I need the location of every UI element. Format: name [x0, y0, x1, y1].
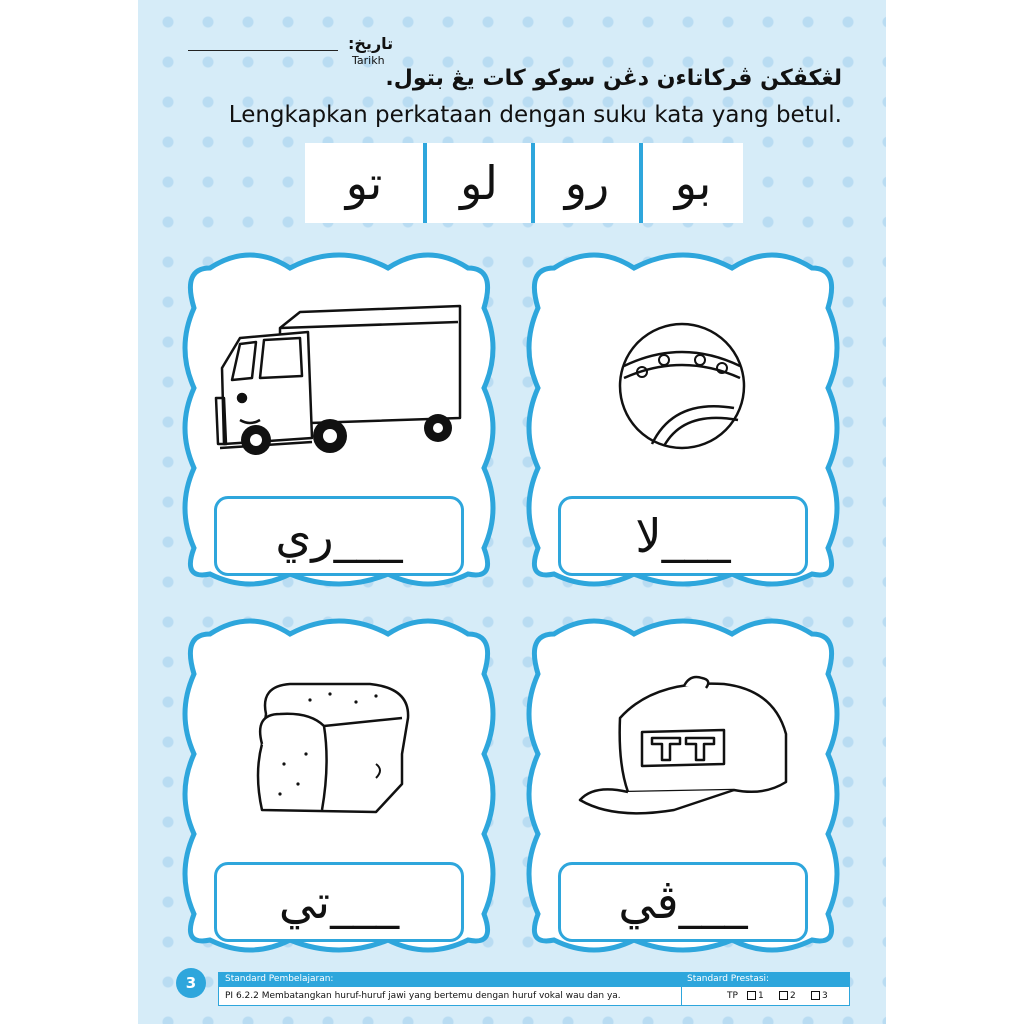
cap-icon — [524, 614, 842, 854]
syllable-tile[interactable]: لو — [427, 143, 531, 223]
answer-box[interactable]: ___ڤي — [558, 862, 808, 942]
page-number: 3 — [176, 968, 206, 998]
word-card-cap — [524, 614, 842, 954]
standard-prestasi-label: Standard Prestasi: — [687, 974, 770, 984]
table-divider — [681, 973, 682, 1005]
answer-box[interactable]: ___تي — [214, 862, 464, 942]
ball-icon — [524, 248, 842, 488]
answer-box[interactable]: ___لا — [558, 496, 808, 576]
worksheet-page — [138, 0, 886, 1024]
syllable-tile[interactable]: تو — [305, 143, 423, 223]
tp-level-label: 1 — [758, 991, 764, 1001]
tp-checkbox-3[interactable] — [811, 991, 820, 1000]
standards-table — [218, 972, 850, 1006]
syllable-tile[interactable]: بو — [643, 143, 743, 223]
tp-checkbox-2[interactable] — [779, 991, 788, 1000]
standard-description: PI 6.2.2 Membatangkan huruf-huruf jawi yang bertemu dengan huruf vokal wau dan ya. — [225, 991, 621, 1001]
tp-level-label: 3 — [822, 991, 828, 1001]
tp-label: TP — [727, 991, 738, 1001]
standard-pembelajaran-label: Standard Pembelajaran: — [225, 974, 334, 984]
bread-icon — [180, 614, 498, 854]
tp-checkbox-1[interactable] — [747, 991, 756, 1000]
lorry-icon — [180, 248, 498, 488]
date-label-jawi: تاريخ: — [348, 34, 394, 53]
answer-box[interactable]: ___ري — [214, 496, 464, 576]
word-card-ball — [524, 248, 842, 588]
syllable-bank — [305, 143, 743, 223]
date-input-line[interactable] — [188, 50, 338, 51]
instruction-jawi: لڠکڤکن ڤرکاتاءن دڠن سوکو کات يڠ بتول. — [385, 66, 842, 91]
instruction-rumi: Lengkapkan perkataan dengan suku kata yang betul. — [228, 102, 842, 128]
word-card-bread — [180, 614, 498, 954]
syllable-tile[interactable]: رو — [535, 143, 639, 223]
date-label-rumi: Tarikh — [352, 54, 385, 67]
tp-level-label: 2 — [790, 991, 796, 1001]
word-card-lorry — [180, 248, 498, 588]
